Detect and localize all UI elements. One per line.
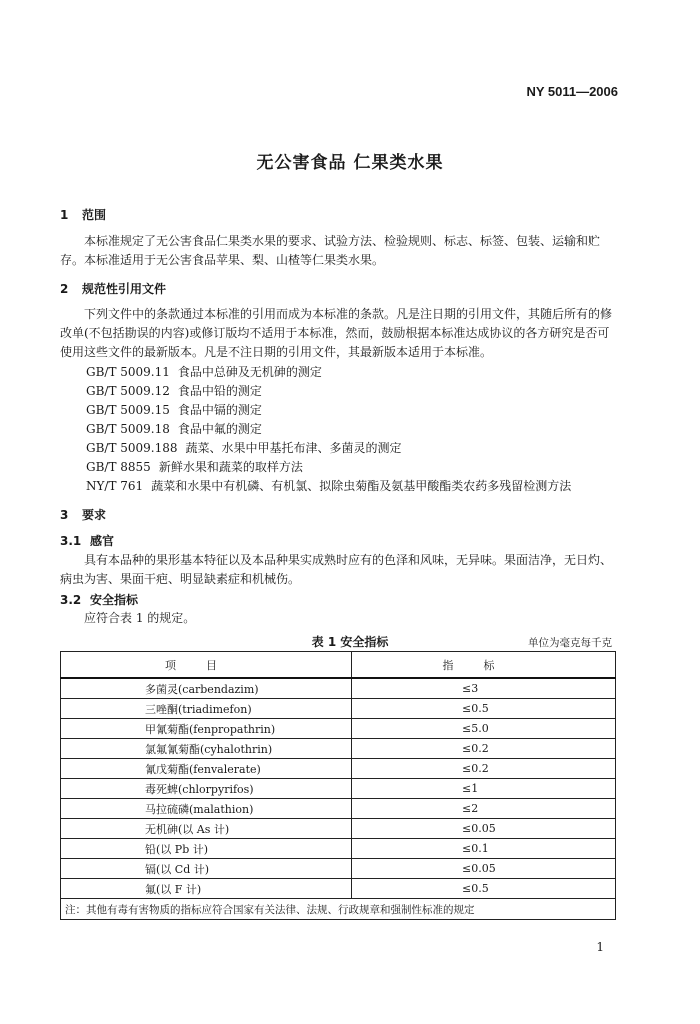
section-number: 1 [60,208,69,222]
reference-item [86,420,262,437]
reference-item [86,363,322,380]
value-cell: ≤0.2 [352,759,616,779]
section-2-paragraph: 下列文件中的条款通过本标准的引用而成为本标准的条款。凡是注日期的引用文件，其随后所有的修改单(不包括勘误的内容)或修订版均不适用于本标准，然而，鼓励根据本标准达成协议的各方研究是否可使用这些文件的最新版本。凡是不注日期的引用文件，其最新版本适用于本标准。 [60,307,613,359]
item-cell: 三唑酮(triadimefon) [61,699,352,719]
section-title: 安全指标 [90,593,139,607]
reference-item [86,439,402,456]
item-cell: 无机砷(以 As 计) [61,819,352,839]
item-cell: 氯氟氰菊酯(cyhalothrin) [61,739,352,759]
value-cell: ≤0.2 [352,739,616,759]
standard-code: NY 5011—2006 [526,84,618,99]
reference-item [86,382,262,399]
section-2-heading [60,280,166,297]
reference-code: GB/T 5009.15 [86,403,170,417]
reference-item [86,458,303,475]
reference-title: 新鲜水果和蔬菜的取样方法 [158,460,303,474]
table-unit: 单位为毫克每千克 [528,637,612,649]
reference-code: GB/T 5009.188 [86,441,178,455]
value-cell: ≤1 [352,779,616,799]
item-cell: 氟(以 F 计) [61,879,352,899]
value-cell: ≤0.5 [352,699,616,719]
section-3-heading [60,506,106,523]
table-row [61,699,616,719]
item-cell: 甲氰菊酯(fenpropathrin) [61,719,352,739]
section-3-1-paragraph: 具有本品种的果形基本特征以及本品种果实成熟时应有的色泽和风味，无异味。果面洁净，无日灼、病虫为害、果面干疤、明显缺素症和机械伤。 [60,553,613,586]
section-3-1-heading [60,532,114,549]
item-cell: 氰戊菊酯(fenvalerate) [61,759,352,779]
table-row [61,779,616,799]
section-number: 3.1 [60,534,82,548]
table-row [61,739,616,759]
reference-code: GB/T 5009.11 [86,365,170,379]
section-1-paragraph-1: 本标准规定了无公害食品仁果类水果的要求、试验方法、检验规则、标志、标签、包装、运输和贮存。 [60,234,601,267]
section-title: 范围 [82,208,107,222]
reference-code: GB/T 5009.12 [86,384,170,398]
value-cell: ≤2 [352,799,616,819]
value-cell: ≤5.0 [352,719,616,739]
table-caption: 表 1 安全指标 [311,635,389,649]
section-title: 规范性引用文件 [82,282,167,296]
section-1-paragraph-2: 本标准适用于无公害食品苹果、梨、山楂等仁果类水果。 [84,253,385,267]
item-cell: 毒死蜱(chlorpyrifos) [61,779,352,799]
section-1-heading [60,206,106,223]
item-cell: 多菌灵(carbendazim) [61,678,352,699]
reference-title: 食品中总砷及无机砷的测定 [177,365,322,379]
table-row [61,819,616,839]
table-row [61,839,616,859]
document-title: 无公害食品 仁果类水果 [256,153,444,173]
reference-title: 食品中氟的测定 [177,422,262,436]
table-row [61,759,616,779]
value-cell: ≤0.5 [352,879,616,899]
value-cell: ≤0.05 [352,859,616,879]
item-cell: 马拉硫磷(malathion) [61,799,352,819]
section-number: 2 [60,282,69,296]
reference-title: 食品中镉的测定 [177,403,262,417]
table-row [61,799,616,819]
reference-title: 蔬菜、水果中甲基托布津、多菌灵的测定 [185,441,402,455]
reference-title: 食品中铅的测定 [177,384,262,398]
value-cell: ≤3 [352,678,616,699]
section-title: 要求 [82,508,107,522]
section-3-2-paragraph: 应符合表 1 的规定。 [84,611,196,625]
table-row [61,678,616,699]
reference-item [86,477,571,494]
reference-code: NY/T 761 [86,479,144,493]
reference-title: 蔬菜和水果中有机磷、有机氯、拟除虫菊酯及氨基甲酸酯类农药多残留检测方法 [151,479,572,493]
reference-item [86,401,262,418]
table-row [61,719,616,739]
section-number: 3 [60,508,69,522]
page-number: 1 [596,940,604,954]
column-header-item: 项目 [61,652,352,679]
item-cell: 铅(以 Pb 计) [61,839,352,859]
item-cell: 镉(以 Cd 计) [61,859,352,879]
safety-indicator-table [60,651,616,920]
section-title: 感官 [90,534,115,548]
table-note-row [61,899,616,920]
table-row [61,879,616,899]
table-header-row [61,652,616,679]
table-row [61,859,616,879]
section-number: 3.2 [60,593,82,607]
reference-code: GB/T 8855 [86,460,151,474]
column-header-value: 指标 [352,652,616,679]
table-note: 注：其他有毒有害物质的指标应符合国家有关法律、法规、行政规章和强制性标准的规定 [61,899,616,920]
reference-code: GB/T 5009.18 [86,422,170,436]
value-cell: ≤0.05 [352,819,616,839]
section-3-2-heading [60,591,138,608]
value-cell: ≤0.1 [352,839,616,859]
